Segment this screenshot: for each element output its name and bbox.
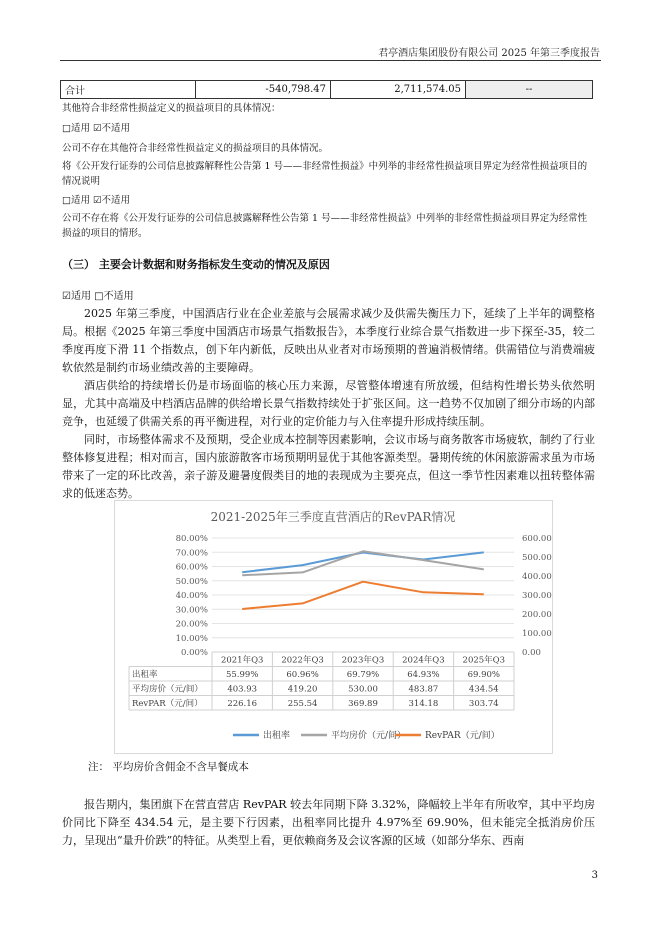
legend-label: 平均房价（元/间） [331, 731, 407, 741]
left-axis-tick: 60.00% [175, 562, 208, 573]
left-axis-tick: 20.00% [175, 619, 208, 630]
revpar-chart-svg [115, 501, 552, 753]
header-rule [60, 60, 601, 61]
data-label: 55.99% [225, 670, 259, 680]
paragraph-other-items: 其他符合非经常性损益定义的损益项目的具体情况： [62, 103, 281, 114]
summary-table [60, 80, 593, 99]
left-axis-tick: 70.00% [175, 548, 208, 559]
data-label: 483.87 [408, 684, 439, 695]
body-paragraph-1: 2025 年第三季度，中国酒店行业在企业差旅与会展需求减少及供需失衡压力下，延续了上半年的调整格局。根据《2025 年第三季度中国酒店市场景气指数报告》，本季度行业综合景气指数进一步下探至-35，较二季度再度下滑 11 个指数点，创下年内新低，反映出从业者对市场预期的普遍消极情绪。供需错位与消费端疲软依然是制约市场业绩改善的主要障碍。 [62, 307, 595, 374]
category-label: 2021年Q3 [220, 655, 264, 666]
left-axis-tick: 30.00% [175, 605, 208, 616]
data-label: 314.18 [408, 699, 439, 709]
legend-label: 出租率 [263, 731, 291, 741]
right-axis-tick: 200.00 [522, 610, 552, 620]
data-label: 434.54 [468, 684, 499, 695]
body-paragraph-4: 报告期内，集团旗下在营直营店 RevPAR 较去年同期下降 3.32%，降幅较上半年有所收窄，其中平均房价同比下降至 434.54 元，是主要下行因素，出租率同比提升 4.97%至 69.90%，但未能完全抵消房价压力，呈现出“量升价跌”的特征。从类型上看，更依赖商务及会议客源的区域（如部分华东、西南 [62, 798, 595, 847]
right-axis-tick: 600.00 [522, 534, 552, 544]
series-row-label: 出租率 [132, 670, 158, 680]
paragraph-reclassification: 将《公开发行证券的公司信息披露解释性公告第 1 号——非经常性损益》中列举的非经常性损益项目界定为经常性损益项目的情况说明 [62, 161, 588, 187]
body-paragraph-3: 同时，市场整体需求不及预期，受企业成本控制等因素影响，会议市场与商务散客市场疲软，制约了行业整体修复进程；相对而言，国内旅游散客市场预期明显优于其他客源类型。暑期传统的休闲旅游需求虽为市场带来了一定的环比改善，亲子游及避暑度假类目的地的表现成为主要亮点，但这一季节性因素难以扭转整体需求的低迷态势。 [62, 433, 595, 500]
right-axis-tick: 100.00 [522, 629, 552, 639]
data-label: 419.20 [287, 684, 318, 695]
data-label: 255.54 [287, 699, 318, 709]
right-axis-tick: 400.00 [522, 572, 552, 582]
left-axis-tick: 0.00% [180, 648, 208, 658]
right-axis-tick: 0.00 [522, 648, 541, 658]
data-label: 60.96% [286, 670, 319, 680]
data-label: 64.93% [407, 670, 440, 680]
left-axis-tick: 80.00% [175, 534, 208, 544]
category-label: 2023年Q3 [341, 655, 385, 666]
data-label: 226.16 [227, 699, 258, 709]
total-label: 合计 [61, 81, 196, 99]
series-row-label: RevPAR（元/间） [132, 699, 203, 709]
body-paragraph-2: 酒店供给的持续增长仍是市场面临的核心压力来源，尽管整体增速有所放缓，但结构性增长势头依然明显，尤其中高端及中档酒店品牌的供给增长景气指数持续处于扩张区间。这一趋势不仅加剧了细分市场的内部竞争，也延缓了供需关系的再平衡进程，对行业的定价能力与入住率提升形成持续压制。 [62, 379, 595, 428]
left-axis-tick: 50.00% [175, 576, 208, 587]
right-axis-tick: 300.00 [522, 591, 552, 601]
applicability-3: ☑适用 □不适用 [62, 291, 134, 302]
series-line-1 [242, 552, 484, 572]
data-label: 369.89 [348, 699, 378, 709]
category-label: 2025年Q3 [462, 655, 506, 666]
page-header: 君亭酒店集团股份有限公司 2025 年第三季度报告 [378, 48, 600, 59]
category-label: 2022年Q3 [281, 655, 324, 666]
paragraph-no-reclassification: 公司不存在将《公开发行证券的公司信息披露解释性公告第 1 号——非经常性损益》中列举的非经常性损益项目界定为经常性损益的项目的情形。 [62, 213, 588, 239]
legend-label: RevPAR（元/间） [425, 731, 500, 741]
data-label: 69.79% [346, 670, 380, 680]
total-value-2: 2,711,574.05 [331, 81, 466, 99]
revpar-chart [114, 500, 553, 754]
data-label: 69.90% [467, 670, 501, 680]
applicability-1: □适用 ☑不适用 [62, 123, 131, 134]
left-axis-tick: 10.00% [175, 633, 208, 644]
series-row-label: 平均房价（元/间） [132, 684, 203, 695]
total-value-3: -- [466, 81, 593, 99]
page-number: 3 [591, 870, 598, 881]
total-value-1: -540,798.47 [196, 81, 331, 99]
chart-note: 注： 平均房价含佣金不含早餐成本 [88, 761, 249, 773]
right-axis-tick: 500.00 [522, 553, 552, 563]
left-axis-tick: 40.00% [175, 591, 208, 601]
series-line-2 [242, 551, 484, 575]
paragraph-no-other-items: 公司不存在其他符合非经常性损益定义的损益项目的具体情况。 [62, 143, 329, 154]
data-label: 530.00 [348, 684, 378, 695]
section-heading: （三） 主要会计数据和财务指标发生变动的情况及原因 [62, 258, 330, 271]
applicability-2: □适用 ☑不适用 [62, 195, 131, 206]
data-label: 303.74 [468, 699, 499, 709]
category-label: 2024年Q3 [402, 655, 445, 666]
chart-title: 2021-2025年三季度直营酒店的RevPAR情况 [210, 510, 456, 524]
data-label: 403.93 [227, 684, 258, 695]
table-row [61, 81, 593, 99]
